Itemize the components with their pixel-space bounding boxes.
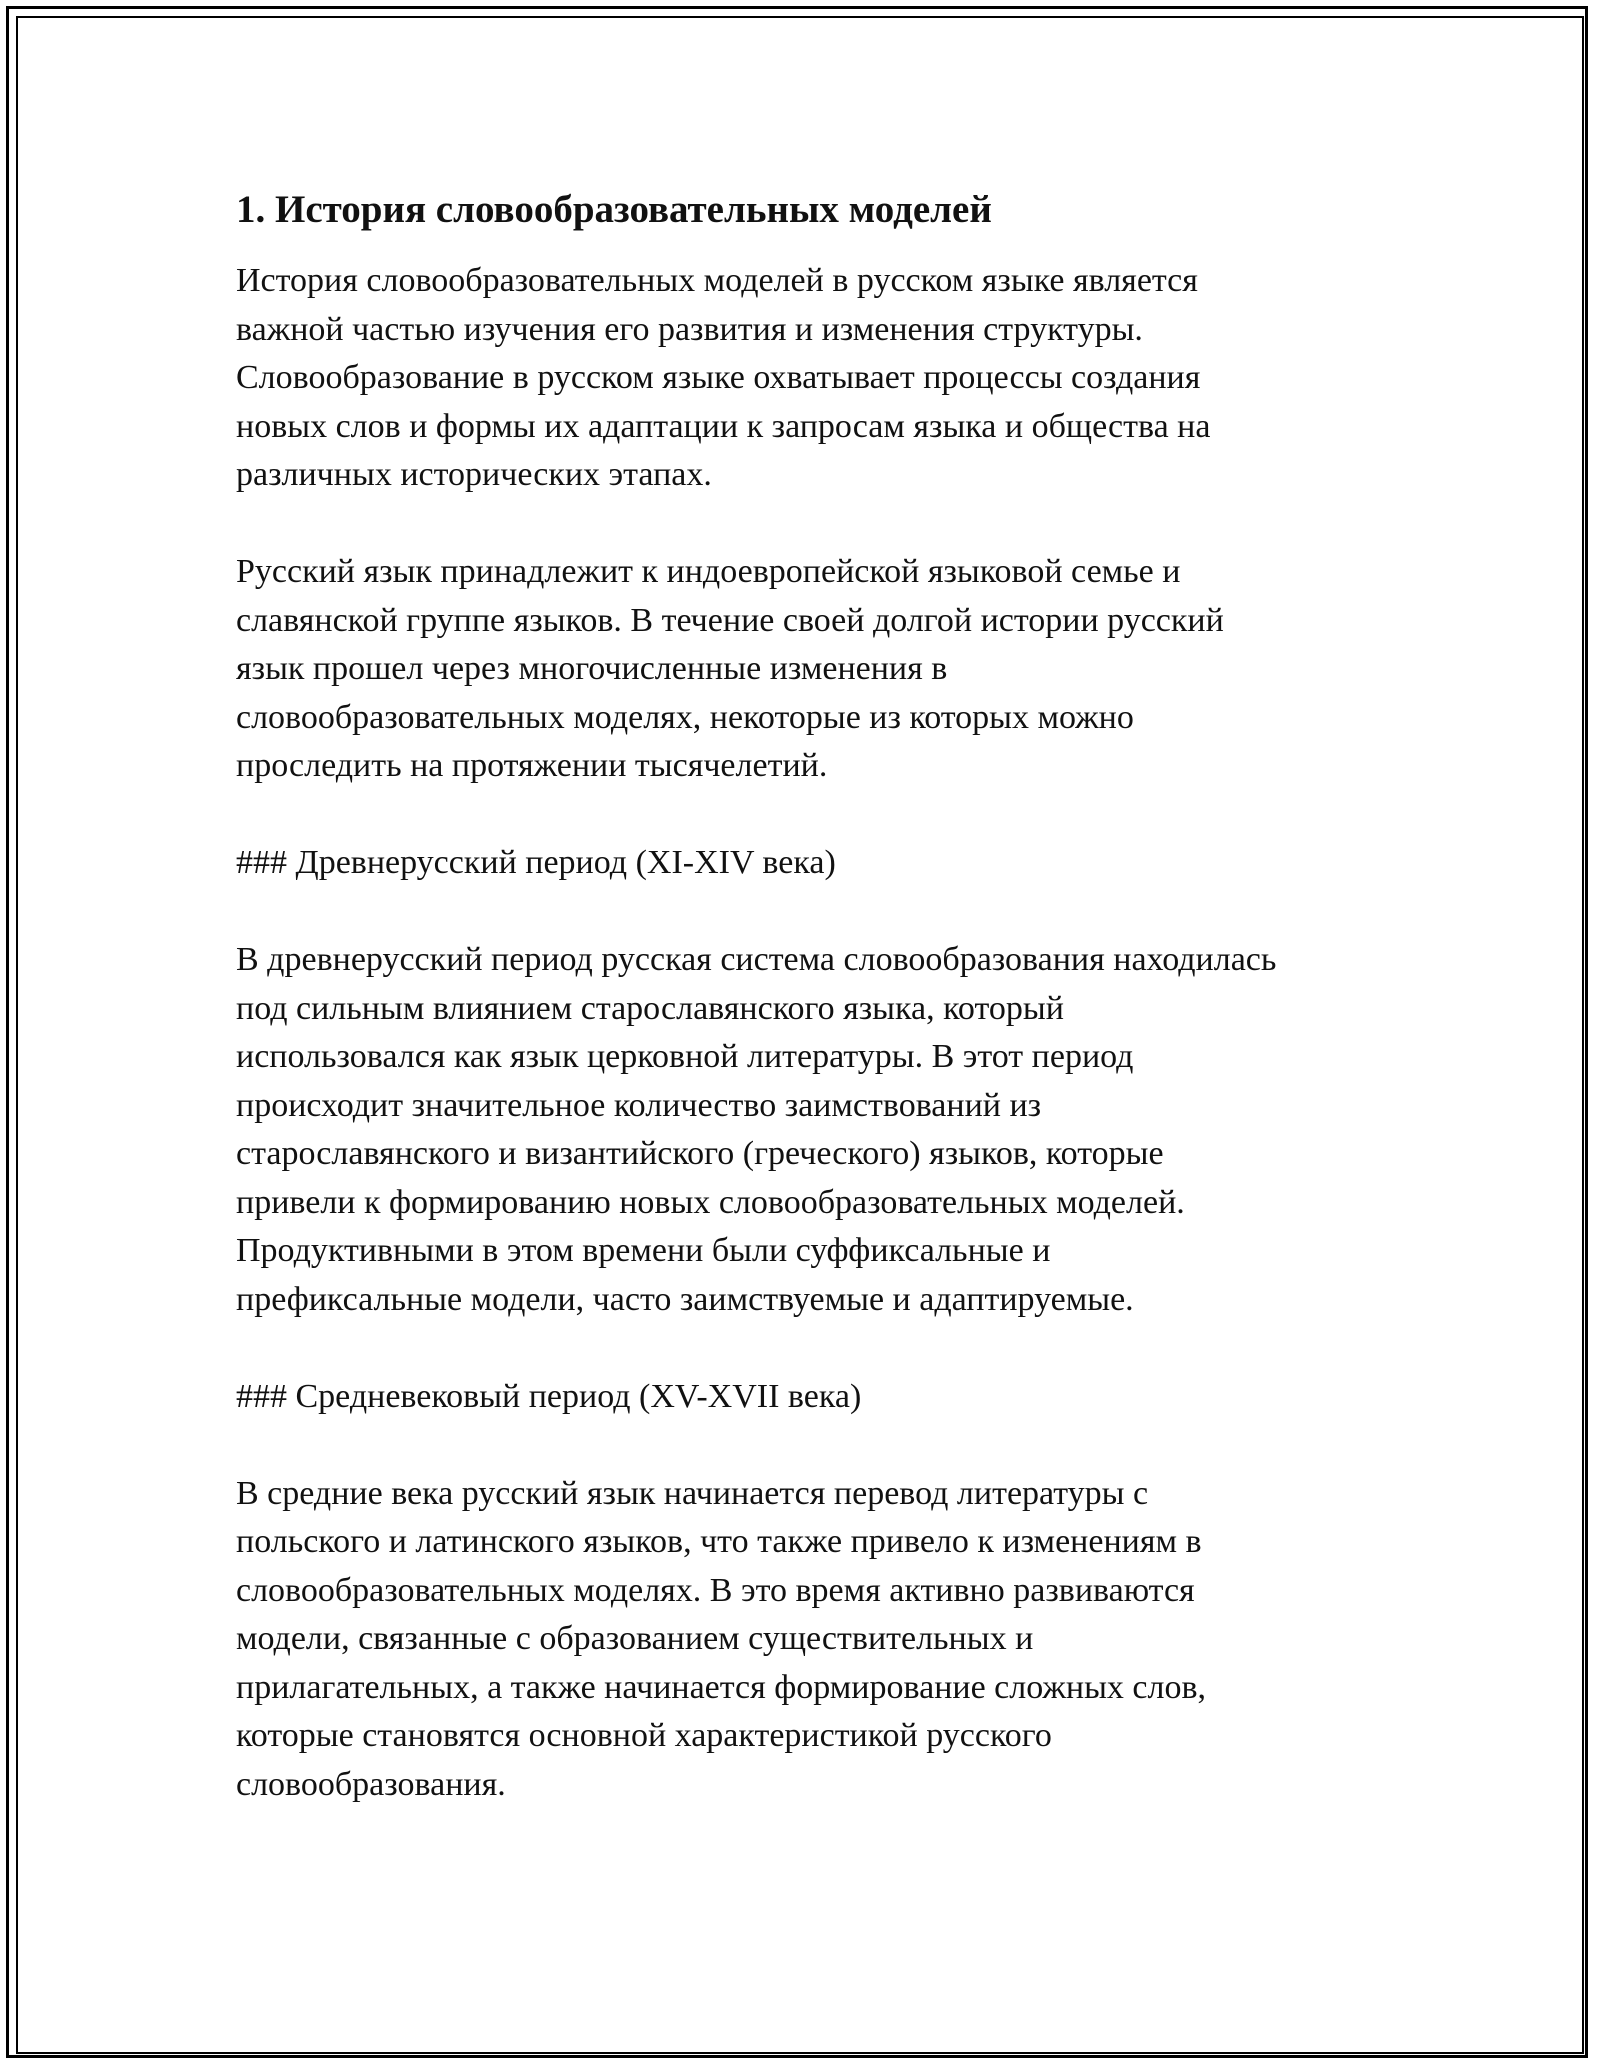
text-line: прилагательных, а также начинается формирование сложных слов,: [236, 1668, 1207, 1706]
text-line: проследить на протяжении тысячелетий.: [236, 747, 828, 784]
text-line: ### Средневековый период (XV-XVII века): [236, 1377, 862, 1415]
text-line: которые становятся основной характеристикой русского: [236, 1717, 1052, 1754]
text-line: использовался как язык церковной литературы. В этот период: [236, 1038, 1134, 1075]
text-line: Словообразование в русском языке охватывает процессы создания: [236, 359, 1201, 396]
text-line: префиксальные модели, часто заимствуемые и адаптируемые.: [236, 1280, 1134, 1318]
text-line: модели, связанные с образованием существительных и: [236, 1620, 1034, 1657]
text-line: В древнерусский период русская система словообразования находилась: [236, 941, 1277, 978]
text-line: язык прошел через многочисленные изменения в: [236, 650, 948, 687]
paragraph-intro: [236, 257, 1396, 500]
paragraph-language-family: [236, 548, 1396, 791]
subheading-old-russian-period: [236, 839, 1396, 888]
document-body: [236, 185, 1396, 1858]
section-title: 1. История словообразовательных моделей: [236, 188, 992, 231]
text-line: словообразовательных моделях, некоторые из которых можно: [236, 698, 1134, 736]
text-line: ### Древнерусский период (XI-XIV века): [236, 844, 836, 881]
text-line: привели к формированию новых словообразовательных моделей.: [236, 1183, 1185, 1221]
text-line: словообразовательных моделях. В это время активно развиваются: [236, 1571, 1195, 1609]
paragraph-old-russian-period: [236, 936, 1396, 1324]
text-line: славянской группе языков. В течение своей долгой истории русский: [236, 601, 1224, 639]
text-line: под сильным влиянием старославянского языка, который: [236, 989, 1064, 1027]
text-line: различных исторических этапах.: [236, 456, 712, 493]
text-line: старославянского и византийского (греческого) языков, которые: [236, 1135, 1164, 1172]
text-line: Русский язык принадлежит к индоевропейской языковой семье и: [236, 553, 1181, 590]
text-line: В средние века русский язык начинается перевод литературы с: [236, 1474, 1149, 1512]
paragraph-medieval-period: [236, 1470, 1396, 1810]
subheading-medieval-period: [236, 1373, 1396, 1422]
text-line: важной частью изучения его развития и изменения структуры.: [236, 310, 1143, 348]
text-line: История словообразовательных моделей в русском языке является: [236, 262, 1198, 299]
text-line: Продуктивными в этом времени были суффиксальные и: [236, 1232, 1051, 1269]
text-line: польского и латинского языков, что также привело к изменениям в: [236, 1523, 1202, 1560]
text-line: новых слов и формы их адаптации к запросам языка и общества на: [236, 407, 1211, 445]
text-line: происходит значительное количество заимствований из: [236, 1086, 1042, 1124]
text-line: словообразования.: [236, 1765, 506, 1803]
